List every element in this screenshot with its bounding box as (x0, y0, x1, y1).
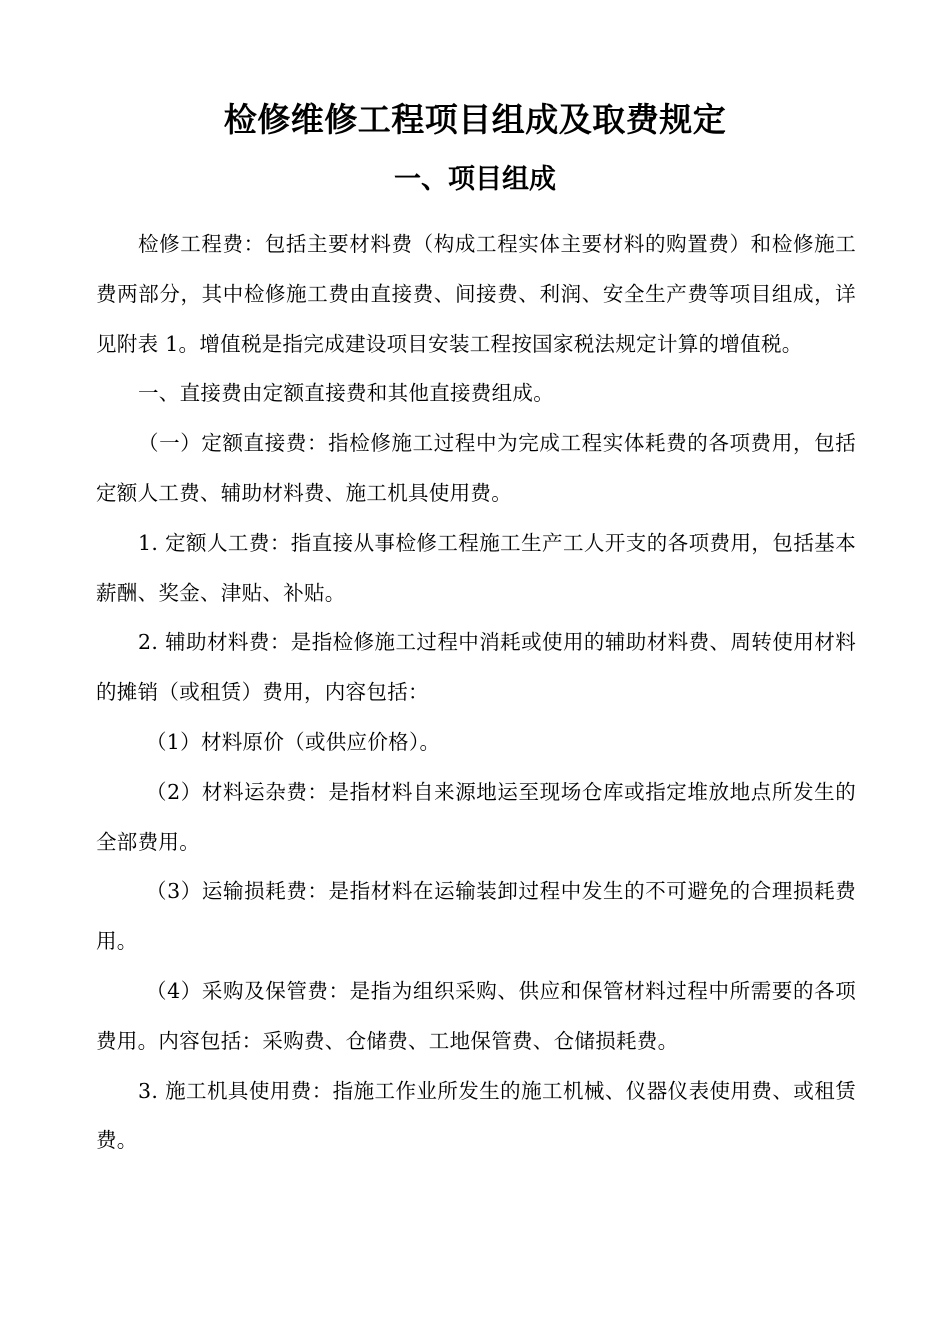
section-heading: 一、项目组成 (394, 164, 556, 195)
paragraph-machinery-cost: 3. 施工机具使用费：指施工作业所发生的施工机械、仪器仪表使用费、或租赁费。 (96, 1078, 856, 1153)
paragraph-quota-direct-cost: （一）定额直接费：指检修施工过程中为完成工程实体耗费的各项费用，包括定额人工费、辅助材料费、施工机具使用费。 (96, 431, 856, 505)
paragraph-auxiliary-material: 2. 辅助材料费：是指检修施工过程中消耗或使用的辅助材料费、周转使用材料的摊销（或租赁）费用，内容包括： (96, 630, 856, 705)
paragraph-labor-cost: 1. 定额人工费：指直接从事检修工程施工生产工人开支的各项费用，包括基本薪酬、奖金、津贴、补贴。 (96, 530, 856, 605)
paragraph-transport-fee: （2）材料运杂费：是指材料自来源地运至现场仓库或指定堆放地点所发生的全部费用。 (96, 779, 856, 854)
paragraph-material-price: （1）材料原价（或供应价格）。 (146, 729, 441, 754)
document-title: 检修维修工程项目组成及取费规定 (223, 100, 727, 139)
document-body (96, 220, 856, 1166)
paragraph-transport-loss: （3）运输损耗费：是指材料在运输装卸过程中发生的不可避免的合理损耗费用。 (96, 879, 856, 954)
paragraph-procurement-storage: （4）采购及保管费：是指为组织采购、供应和保管材料过程中所需要的各项费用。内容包括：采购费、仓储费、工地保管费、仓储损耗费。 (96, 978, 856, 1053)
paragraph-direct-cost: 一、直接费由定额直接费和其他直接费组成。 (138, 381, 554, 406)
paragraph-overview: 检修工程费：包括主要材料费（构成工程实体主要材料的购置费）和检修施工费两部分，其中检修施工费由直接费、间接费、利润、安全生产费等项目组成，详见附表 1。增值税是指完成建设项目安装工程按国家税法规定计算的增值税。 (96, 232, 856, 356)
